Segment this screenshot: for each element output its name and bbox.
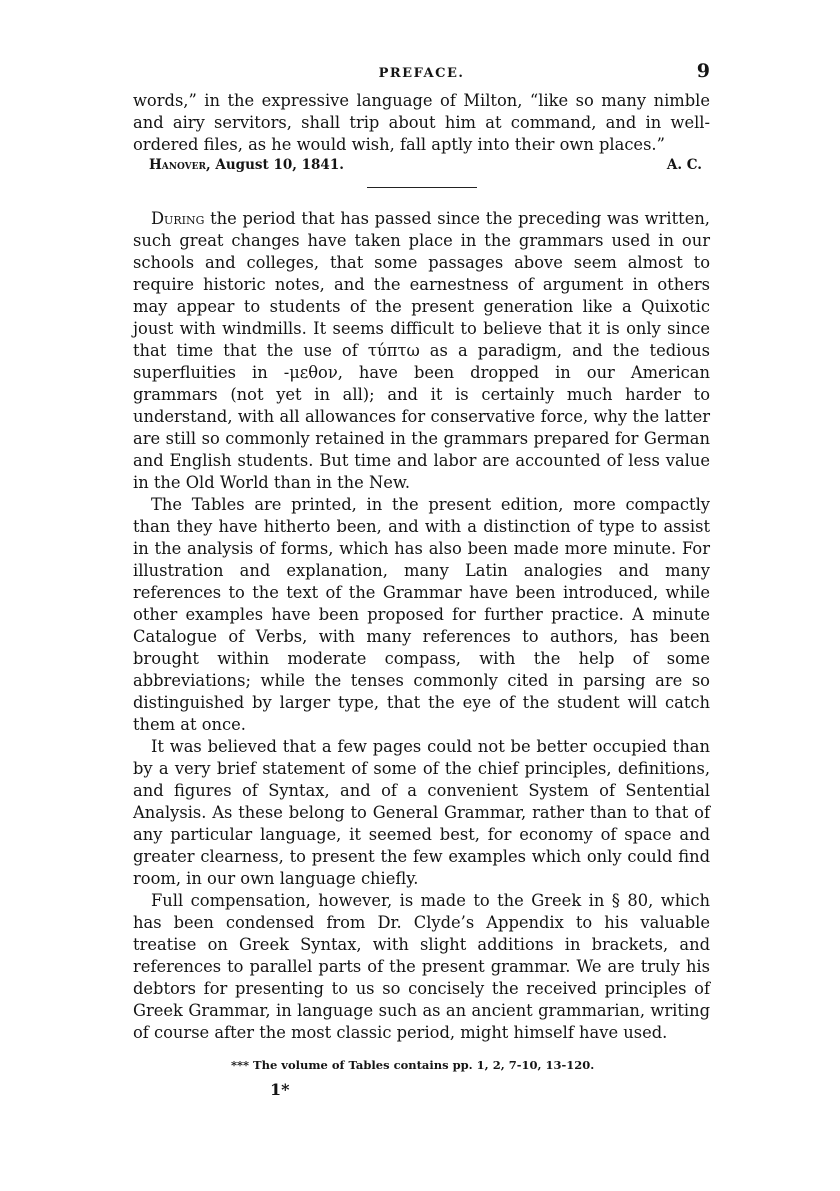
- footnote: *** The volume of Tables contains pp. 1, 2, 7-10, 13-120.: [231, 1058, 595, 1072]
- paragraph-during-text: the period that has passed since the preceding was written, such great changes have taken place in the grammars used in our schools and colleges, that some passages above seem almost to require historic notes, and the earnestness of argument in others may appear to students of the present generation like a Quixotic joust with windmills. It seems difficult to believe that it is only since that time that the use of τύπτω as a paradigm, and the tedious superfluities in -μεθον, have been dropped in our American grammars (not yet in all); and it is certainly much harder to understand, with all allowances for conservative force, why the latter are still so commonly retained in the grammars prepared for German and English students. But time and labor are accounted of less value in the Old World than in the New.: [133, 209, 710, 492]
- section-divider: [367, 187, 477, 188]
- signature-mark: 1*: [270, 1080, 290, 1099]
- page-header: [133, 60, 710, 90]
- closing-paragraph: words,” in the expressive language of Milton, “like so many nimble and airy servitors, shall trip about him at command, and in well-ordered files, as he would wish, fall aptly into their own places.”: [133, 91, 710, 154]
- paragraph-compensation: Full compensation, however, is made to the Greek in § 80, which has been condensed from Dr. Clyde’s Appendix to his valuable treatise on Greek Syntax, with slight additions in brackets, and references to parallel parts of the present grammar. We are truly his debtors for presenting to us so concisely the received principles of Greek Grammar, in language such as an ancient grammarian, writing of course after the most classic period, might himself have used.: [133, 891, 710, 1042]
- signature-place: Hanover,: [149, 157, 211, 173]
- signature-initials: A. C.: [666, 157, 702, 173]
- signature-place-date: [149, 157, 344, 173]
- page: [133, 60, 710, 1099]
- signature-line: [133, 157, 710, 178]
- page-number: 9: [696, 60, 710, 82]
- paragraph-during: [133, 208, 710, 494]
- paragraph-lead-word: During: [151, 209, 205, 228]
- paragraph-syntax: It was believed that a few pages could not be better occupied than by a very brief statement of some of the chief principles, definitions, and figures of Syntax, and of a convenient System of Sentential Analysis. As these belong to General Grammar, rather than to that of any particular language, it seemed best, for economy of space and greater clearness, to present the few examples which only could find room, in our own language chiefly.: [133, 737, 710, 888]
- paragraph-tables: The Tables are printed, in the present edition, more compactly than they have hitherto been, and with a distinction of type to assist in the analysis of forms, which has also been made more minute. For illustration and explanation, many Latin analogies and many references to the text of the Grammar have been introduced, while other examples have been proposed for further practice. A minute Catalogue of Verbs, with many references to authors, has been brought within moderate compass, with the help of some abbreviations; while the tenses commonly cited in parsing are so distinguished by larger type, that the eye of the student will catch them at once.: [133, 495, 710, 734]
- signature-date: August 10, 1841.: [215, 157, 344, 173]
- running-title: PREFACE.: [378, 66, 465, 81]
